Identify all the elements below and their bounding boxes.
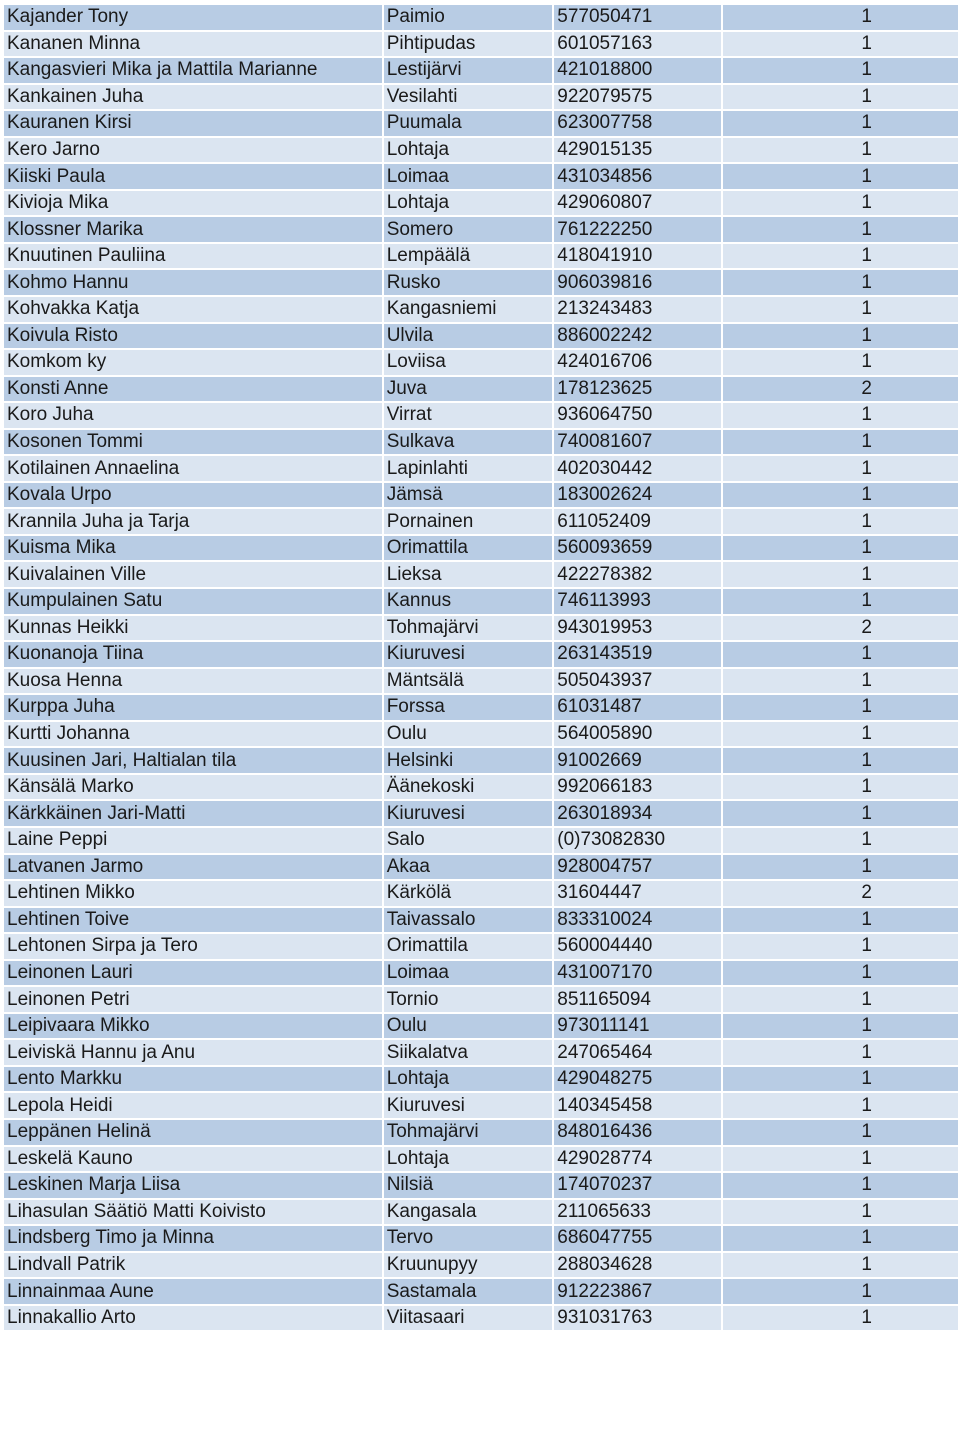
municipality-cell: Lapinlahti <box>384 456 553 481</box>
code-cell: 922079575 <box>554 85 721 110</box>
count-cell: 1 <box>723 1040 958 1065</box>
name-cell: Laine Peppi <box>4 828 382 853</box>
code-cell: 429028774 <box>554 1147 721 1172</box>
table-row <box>4 961 958 986</box>
name-cell: Leppänen Helinä <box>4 1120 382 1145</box>
code-cell: 601057163 <box>554 32 721 57</box>
table-row <box>4 1093 958 1118</box>
count-cell: 1 <box>723 111 958 136</box>
count-cell: 1 <box>723 217 958 242</box>
table-row <box>4 483 958 508</box>
table-row <box>4 1200 958 1225</box>
municipality-cell: Kannus <box>384 589 553 614</box>
name-cell: Lindsberg Timo ja Minna <box>4 1226 382 1251</box>
count-cell: 1 <box>723 350 958 375</box>
municipality-cell: Vesilahti <box>384 85 553 110</box>
table-row <box>4 616 958 641</box>
count-cell: 1 <box>723 562 958 587</box>
municipality-cell: Kangasala <box>384 1200 553 1225</box>
name-cell: Leinonen Lauri <box>4 961 382 986</box>
code-cell: 263018934 <box>554 801 721 826</box>
table-row <box>4 1120 958 1145</box>
count-cell: 1 <box>723 961 958 986</box>
municipality-cell: Sastamala <box>384 1279 553 1304</box>
municipality-cell: Siikalatva <box>384 1040 553 1065</box>
name-cell: Lihasulan Säätiö Matti Koivisto <box>4 1200 382 1225</box>
code-cell: 936064750 <box>554 403 721 428</box>
name-cell: Kankainen Juha <box>4 85 382 110</box>
table-row <box>4 1067 958 1092</box>
municipality-cell: Orimattila <box>384 934 553 959</box>
count-cell: 1 <box>723 669 958 694</box>
count-cell: 1 <box>723 828 958 853</box>
municipality-cell: Lieksa <box>384 562 553 587</box>
name-cell: Kovala Urpo <box>4 483 382 508</box>
table-row <box>4 881 958 906</box>
municipality-cell: Oulu <box>384 722 553 747</box>
name-cell: Krannila Juha ja Tarja <box>4 509 382 534</box>
count-cell: 1 <box>723 1093 958 1118</box>
table-row <box>4 801 958 826</box>
count-cell: 1 <box>723 270 958 295</box>
table-row <box>4 1279 958 1304</box>
code-cell: 429015135 <box>554 138 721 163</box>
municipality-cell: Loimaa <box>384 961 553 986</box>
count-cell: 1 <box>723 748 958 773</box>
code-cell: 431034856 <box>554 164 721 189</box>
table-row <box>4 1306 958 1331</box>
table-row <box>4 350 958 375</box>
table-row <box>4 855 958 880</box>
name-cell: Konsti Anne <box>4 377 382 402</box>
table-row <box>4 748 958 773</box>
table-row <box>4 297 958 322</box>
municipality-cell: Loimaa <box>384 164 553 189</box>
table-row <box>4 722 958 747</box>
code-cell: 183002624 <box>554 483 721 508</box>
code-cell: 761222250 <box>554 217 721 242</box>
municipality-cell: Tornio <box>384 987 553 1012</box>
count-cell: 1 <box>723 85 958 110</box>
code-cell: 560004440 <box>554 934 721 959</box>
municipality-cell: Tohmajärvi <box>384 1120 553 1145</box>
name-cell: Kananen Minna <box>4 32 382 57</box>
municipality-cell: Somero <box>384 217 553 242</box>
code-cell: 61031487 <box>554 695 721 720</box>
table-row <box>4 509 958 534</box>
code-cell: 211065633 <box>554 1200 721 1225</box>
table-body <box>4 5 958 1330</box>
count-cell: 1 <box>723 1226 958 1251</box>
name-cell: Leinonen Petri <box>4 987 382 1012</box>
municipality-cell: Kiuruvesi <box>384 1093 553 1118</box>
code-cell: 429060807 <box>554 191 721 216</box>
count-cell: 1 <box>723 642 958 667</box>
count-cell: 1 <box>723 775 958 800</box>
municipality-cell: Kruunupyy <box>384 1253 553 1278</box>
table-row <box>4 828 958 853</box>
code-cell: (0)73082830 <box>554 828 721 853</box>
count-cell: 1 <box>723 908 958 933</box>
code-cell: 611052409 <box>554 509 721 534</box>
name-cell: Lepola Heidi <box>4 1093 382 1118</box>
code-cell: 886002242 <box>554 324 721 349</box>
name-cell: Kurtti Johanna <box>4 722 382 747</box>
code-cell: 402030442 <box>554 456 721 481</box>
count-cell: 1 <box>723 164 958 189</box>
count-cell: 1 <box>723 244 958 269</box>
municipality-cell: Virrat <box>384 403 553 428</box>
name-cell: Kuonanoja Tiina <box>4 642 382 667</box>
code-cell: 429048275 <box>554 1067 721 1092</box>
table-row <box>4 270 958 295</box>
name-cell: Kuosa Henna <box>4 669 382 694</box>
count-cell: 1 <box>723 855 958 880</box>
code-cell: 740081607 <box>554 430 721 455</box>
municipality-cell: Paimio <box>384 5 553 30</box>
name-cell: Kauranen Kirsi <box>4 111 382 136</box>
table-row <box>4 456 958 481</box>
name-cell: Kosonen Tommi <box>4 430 382 455</box>
table-row <box>4 536 958 561</box>
count-cell: 1 <box>723 138 958 163</box>
code-cell: 943019953 <box>554 616 721 641</box>
count-cell: 1 <box>723 324 958 349</box>
code-cell: 906039816 <box>554 270 721 295</box>
code-cell: 848016436 <box>554 1120 721 1145</box>
table-row <box>4 85 958 110</box>
municipality-cell: Puumala <box>384 111 553 136</box>
count-cell: 1 <box>723 1279 958 1304</box>
municipality-cell: Loviisa <box>384 350 553 375</box>
municipality-cell: Orimattila <box>384 536 553 561</box>
municipality-cell: Tohmajärvi <box>384 616 553 641</box>
code-cell: 560093659 <box>554 536 721 561</box>
municipality-cell: Oulu <box>384 1014 553 1039</box>
name-cell: Kuivalainen Ville <box>4 562 382 587</box>
name-cell: Kivioja Mika <box>4 191 382 216</box>
name-cell: Koivula Risto <box>4 324 382 349</box>
code-cell: 912223867 <box>554 1279 721 1304</box>
code-cell: 577050471 <box>554 5 721 30</box>
code-cell: 421018800 <box>554 58 721 83</box>
table-row <box>4 934 958 959</box>
count-cell: 1 <box>723 1147 958 1172</box>
name-cell: Kurppa Juha <box>4 695 382 720</box>
name-cell: Koro Juha <box>4 403 382 428</box>
name-cell: Kero Jarno <box>4 138 382 163</box>
count-cell: 1 <box>723 1306 958 1331</box>
municipality-cell: Mäntsälä <box>384 669 553 694</box>
table-row <box>4 1040 958 1065</box>
count-cell: 1 <box>723 483 958 508</box>
municipality-cell: Pihtipudas <box>384 32 553 57</box>
count-cell: 2 <box>723 881 958 906</box>
municipality-cell: Lempäälä <box>384 244 553 269</box>
name-cell: Leskelä Kauno <box>4 1147 382 1172</box>
table-row <box>4 669 958 694</box>
municipality-cell: Tervo <box>384 1226 553 1251</box>
table-row <box>4 695 958 720</box>
data-table <box>2 3 960 1332</box>
municipality-cell: Äänekoski <box>384 775 553 800</box>
count-cell: 1 <box>723 722 958 747</box>
name-cell: Komkom ky <box>4 350 382 375</box>
count-cell: 1 <box>723 801 958 826</box>
table-row <box>4 1173 958 1198</box>
count-cell: 1 <box>723 536 958 561</box>
table-row <box>4 324 958 349</box>
table-row <box>4 244 958 269</box>
count-cell: 1 <box>723 191 958 216</box>
name-cell: Linnakallio Arto <box>4 1306 382 1331</box>
table-row <box>4 1226 958 1251</box>
name-cell: Kärkkäinen Jari-Matti <box>4 801 382 826</box>
name-cell: Lehtinen Toive <box>4 908 382 933</box>
code-cell: 178123625 <box>554 377 721 402</box>
table-row <box>4 562 958 587</box>
municipality-cell: Viitasaari <box>384 1306 553 1331</box>
count-cell: 1 <box>723 456 958 481</box>
code-cell: 928004757 <box>554 855 721 880</box>
municipality-cell: Kiuruvesi <box>384 801 553 826</box>
municipality-cell: Kiuruvesi <box>384 642 553 667</box>
municipality-cell: Lestijärvi <box>384 58 553 83</box>
code-cell: 931031763 <box>554 1306 721 1331</box>
name-cell: Lehtonen Sirpa ja Tero <box>4 934 382 959</box>
municipality-cell: Juva <box>384 377 553 402</box>
code-cell: 91002669 <box>554 748 721 773</box>
table-row <box>4 191 958 216</box>
table-row <box>4 58 958 83</box>
table-row <box>4 403 958 428</box>
count-cell: 1 <box>723 934 958 959</box>
name-cell: Lehtinen Mikko <box>4 881 382 906</box>
code-cell: 31604447 <box>554 881 721 906</box>
count-cell: 1 <box>723 695 958 720</box>
municipality-cell: Lohtaja <box>384 1147 553 1172</box>
count-cell: 1 <box>723 1014 958 1039</box>
code-cell: 833310024 <box>554 908 721 933</box>
count-cell: 1 <box>723 297 958 322</box>
count-cell: 1 <box>723 58 958 83</box>
municipality-cell: Jämsä <box>384 483 553 508</box>
name-cell: Kajander Tony <box>4 5 382 30</box>
code-cell: 851165094 <box>554 987 721 1012</box>
name-cell: Kuisma Mika <box>4 536 382 561</box>
code-cell: 422278382 <box>554 562 721 587</box>
table-row <box>4 111 958 136</box>
count-cell: 2 <box>723 616 958 641</box>
count-cell: 1 <box>723 1067 958 1092</box>
table-row <box>4 5 958 30</box>
table-row <box>4 217 958 242</box>
name-cell: Knuutinen Pauliina <box>4 244 382 269</box>
code-cell: 213243483 <box>554 297 721 322</box>
code-cell: 973011141 <box>554 1014 721 1039</box>
name-cell: Kangasvieri Mika ja Mattila Marianne <box>4 58 382 83</box>
count-cell: 1 <box>723 1253 958 1278</box>
count-cell: 2 <box>723 377 958 402</box>
name-cell: Linnainmaa Aune <box>4 1279 382 1304</box>
count-cell: 1 <box>723 1173 958 1198</box>
name-cell: Lindvall Patrik <box>4 1253 382 1278</box>
code-cell: 263143519 <box>554 642 721 667</box>
count-cell: 1 <box>723 32 958 57</box>
name-cell: Lento Markku <box>4 1067 382 1092</box>
code-cell: 992066183 <box>554 775 721 800</box>
code-cell: 431007170 <box>554 961 721 986</box>
count-cell: 1 <box>723 1120 958 1145</box>
municipality-cell: Salo <box>384 828 553 853</box>
name-cell: Känsälä Marko <box>4 775 382 800</box>
table-row <box>4 32 958 57</box>
name-cell: Kumpulainen Satu <box>4 589 382 614</box>
name-cell: Leipivaara Mikko <box>4 1014 382 1039</box>
name-cell: Kohvakka Katja <box>4 297 382 322</box>
name-cell: Kuusinen Jari, Haltialan tila <box>4 748 382 773</box>
name-cell: Leskinen Marja Liisa <box>4 1173 382 1198</box>
code-cell: 288034628 <box>554 1253 721 1278</box>
count-cell: 1 <box>723 5 958 30</box>
table-row <box>4 138 958 163</box>
name-cell: Kunnas Heikki <box>4 616 382 641</box>
municipality-cell: Helsinki <box>384 748 553 773</box>
municipality-cell: Nilsiä <box>384 1173 553 1198</box>
code-cell: 564005890 <box>554 722 721 747</box>
name-cell: Klossner Marika <box>4 217 382 242</box>
code-cell: 746113993 <box>554 589 721 614</box>
name-cell: Kohmo Hannu <box>4 270 382 295</box>
code-cell: 424016706 <box>554 350 721 375</box>
municipality-cell: Taivassalo <box>384 908 553 933</box>
table-row <box>4 589 958 614</box>
table-row <box>4 1014 958 1039</box>
table-row <box>4 1253 958 1278</box>
municipality-cell: Kärkölä <box>384 881 553 906</box>
code-cell: 140345458 <box>554 1093 721 1118</box>
name-cell: Kiiski Paula <box>4 164 382 189</box>
code-cell: 623007758 <box>554 111 721 136</box>
table-row <box>4 164 958 189</box>
code-cell: 505043937 <box>554 669 721 694</box>
municipality-cell: Pornainen <box>384 509 553 534</box>
table-row <box>4 1147 958 1172</box>
municipality-cell: Ulvila <box>384 324 553 349</box>
code-cell: 686047755 <box>554 1226 721 1251</box>
municipality-cell: Forssa <box>384 695 553 720</box>
municipality-cell: Kangasniemi <box>384 297 553 322</box>
table-row <box>4 642 958 667</box>
count-cell: 1 <box>723 403 958 428</box>
municipality-cell: Akaa <box>384 855 553 880</box>
municipality-cell: Sulkava <box>384 430 553 455</box>
table-row <box>4 377 958 402</box>
count-cell: 1 <box>723 509 958 534</box>
table-row <box>4 987 958 1012</box>
count-cell: 1 <box>723 1200 958 1225</box>
name-cell: Kotilainen Annaelina <box>4 456 382 481</box>
table-row <box>4 430 958 455</box>
code-cell: 418041910 <box>554 244 721 269</box>
municipality-cell: Lohtaja <box>384 1067 553 1092</box>
municipality-cell: Lohtaja <box>384 191 553 216</box>
count-cell: 1 <box>723 589 958 614</box>
count-cell: 1 <box>723 987 958 1012</box>
count-cell: 1 <box>723 430 958 455</box>
municipality-cell: Lohtaja <box>384 138 553 163</box>
name-cell: Leiviskä Hannu ja Anu <box>4 1040 382 1065</box>
table-row <box>4 775 958 800</box>
code-cell: 247065464 <box>554 1040 721 1065</box>
municipality-cell: Rusko <box>384 270 553 295</box>
table-row <box>4 908 958 933</box>
name-cell: Latvanen Jarmo <box>4 855 382 880</box>
code-cell: 174070237 <box>554 1173 721 1198</box>
